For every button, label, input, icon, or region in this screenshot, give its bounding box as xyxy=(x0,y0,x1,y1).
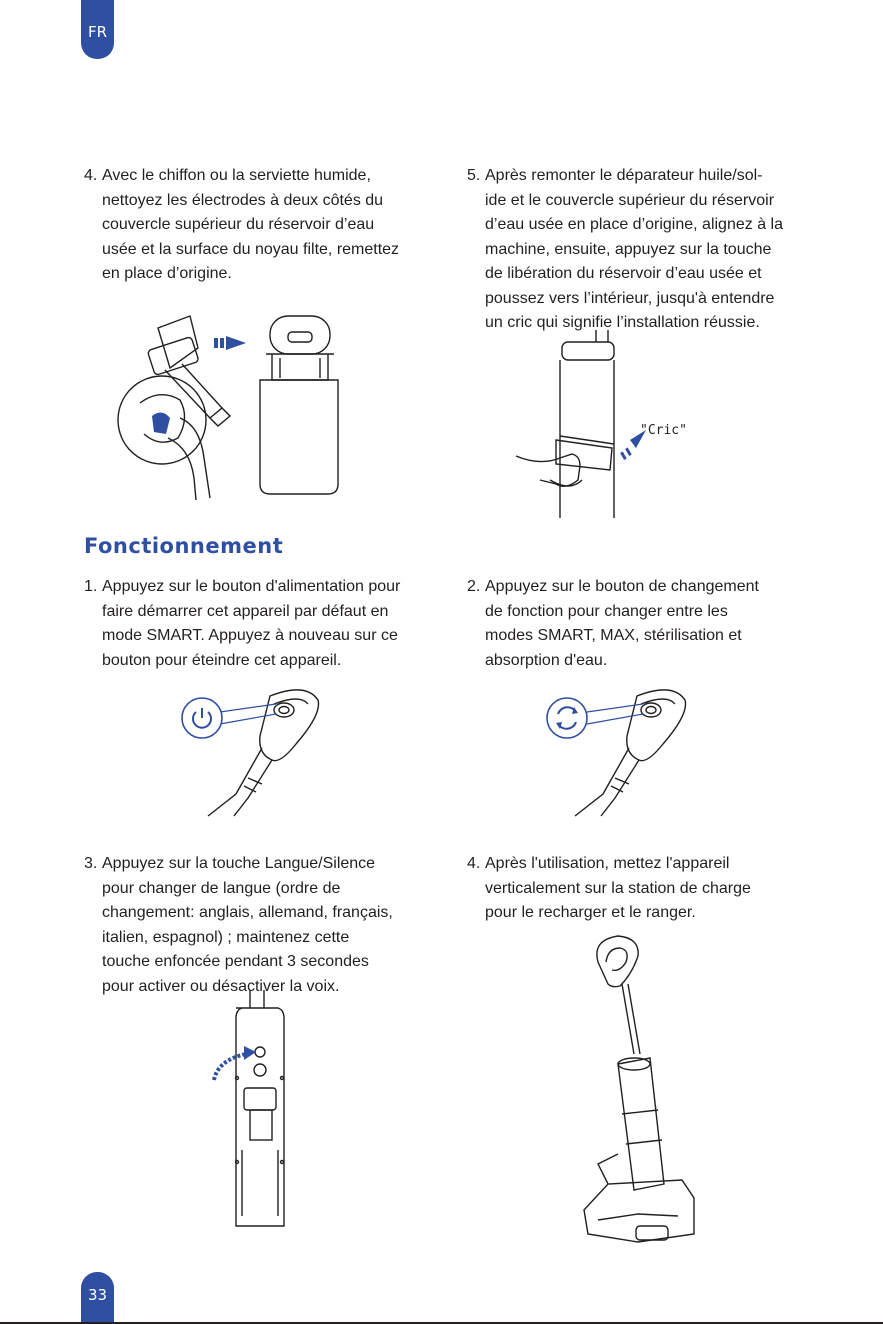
language-tab-label: FR xyxy=(87,22,108,41)
operation-step-4 xyxy=(467,852,817,926)
step-text: Avec le chiffon ou la serviette humide, nettoyez les électrodes à deux côtés du couvercle supérieur du réservoir d’eau usée et la surface du noyau filte, remettez en place d’origine. xyxy=(102,167,400,282)
operation-step-1 xyxy=(84,575,446,673)
power-button-illustration xyxy=(176,684,336,818)
language-button-illustration xyxy=(206,990,296,1234)
page-number-tab xyxy=(81,1272,114,1324)
arrow-icon xyxy=(214,1046,256,1080)
maintenance-step-4 xyxy=(84,164,444,287)
step-number: 5. xyxy=(467,167,481,184)
step-number: 2. xyxy=(467,578,481,595)
tank-cover-cleaning-illustration xyxy=(110,308,350,508)
mode-switch-icon xyxy=(547,698,587,738)
arrow-icon xyxy=(214,336,246,350)
step-number: 4. xyxy=(84,167,98,184)
language-tab xyxy=(81,0,114,59)
mode-switch-illustration xyxy=(543,684,703,818)
section-title: Fonctionnement xyxy=(84,534,284,558)
step-text: Appuyez sur le bouton de changement de fonction pour changer entre les modes SMART, MAX, stérilisation et absorption d'eau. xyxy=(485,578,759,669)
maintenance-step-5 xyxy=(467,164,817,336)
power-icon xyxy=(182,698,222,738)
step-number: 1. xyxy=(84,578,98,595)
tank-reinstall-illustration xyxy=(510,330,710,522)
step-text: Après l'utilisation, mettez l'appareil verticalement sur la station de charge pour le recharger et le ranger. xyxy=(485,855,751,921)
step-number: 4. xyxy=(467,855,481,872)
step-number: 3. xyxy=(84,855,98,872)
step-text: Appuyez sur la touche Langue/Silence pour changer de langue (ordre de changement: anglais, allemand, français, italien, espagnol) ; maintenez cette touche enfoncée pendant 3 secondes pour activer ou désactiver la voix. xyxy=(102,855,393,995)
operation-step-2 xyxy=(467,575,817,673)
page-number: 33 xyxy=(87,1286,108,1304)
charging-station-illustration xyxy=(578,934,702,1250)
step-text: Après remonter le déparateur huile/sol- ide et le couvercle supérieur du réservoir d’eau usée en place d’origine, alignez à la machine, ensuite, appuyez sur la touche de libération du réservoir d’eau usée et poussez vers l’intérieur, jusqu'à entendre un cric qui signifie l’installation réussie. xyxy=(485,167,783,331)
click-callout: "Cric" xyxy=(640,423,687,438)
step-text: Appuyez sur le bouton d'alimentation pour faire démarrer cet appareil par défaut en mode SMART. Appuyez à nouveau sur ce bouton pour éteindre cet appareil. xyxy=(102,578,401,669)
operation-step-3 xyxy=(84,852,446,999)
